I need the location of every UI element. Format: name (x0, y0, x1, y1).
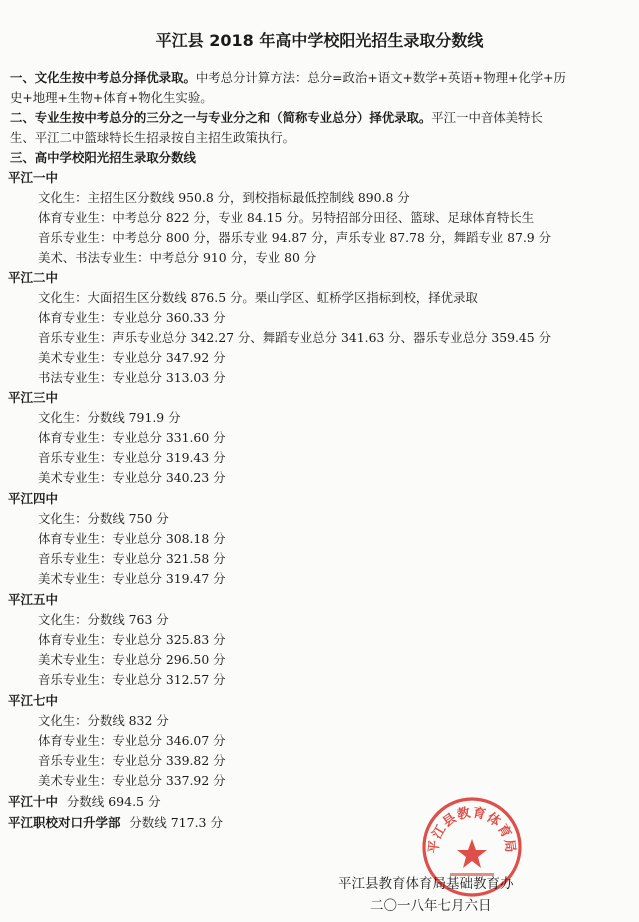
score-line: 美术专业生：专业总分 347.92 分 (38, 350, 226, 365)
score-line: 美术专业生：专业总分 337.92 分 (38, 773, 226, 788)
school-name: 平江五中 (8, 592, 59, 607)
issuing-organization: 平江县教育体育局基础教育办 (338, 876, 514, 892)
score-line: 音乐专业生：专业总分 321.58 分 (38, 551, 226, 566)
score-line: 文化生：大面招生区分数线 876.5 分。栗山学区、虹桥学区指标到校，择优录取 (38, 290, 478, 305)
intro-2-text: 平江一中音体美特长 (431, 110, 543, 125)
score-line: 音乐专业生：专业总分 339.82 分 (38, 753, 226, 768)
school-name: 平江七中 (8, 693, 59, 708)
svg-text:平江县教育体育局: 平江县教育体育局 (426, 805, 518, 855)
score-line: 分数线 717.3 分 (129, 815, 223, 830)
score-line: 美术专业生：专业总分 296.50 分 (38, 652, 226, 667)
school-name: 平江一中 (8, 170, 59, 185)
school-name: 平江二中 (8, 270, 59, 285)
issue-date: 二〇一八年七月六日 (370, 898, 492, 914)
score-line: 体育专业生：中考总分 822 分，专业 84.15 分。另特招部分田径、篮球、足球体育特长生 (38, 210, 535, 225)
document-title: 平江县 2018 年高中学校阳光招生录取分数线 (155, 31, 484, 50)
score-line: 文化生：分数线 832 分 (38, 713, 169, 728)
extra-school-row (8, 813, 223, 833)
score-line: 美术专业生：专业总分 340.23 分 (38, 470, 226, 485)
school-name: 平江十中 (8, 794, 59, 809)
intro-paragraph-1-cont: 史+地理+生物+体育+物化生实验。 (10, 90, 213, 105)
score-line: 体育专业生：专业总分 325.83 分 (38, 632, 226, 647)
score-line: 音乐专业生：中考总分 800 分，器乐专业 94.87 分，声乐专业 87.78 分，舞蹈专业 87.9 分 (38, 230, 552, 245)
school-name: 平江四中 (8, 491, 59, 506)
intro-1-heading: 一、文化生按中考总分择优录取。 (10, 70, 196, 85)
score-line: 文化生：主招生区分数线 950.8 分，到校指标最低控制线 890.8 分 (38, 190, 410, 205)
score-line: 文化生：分数线 750 分 (38, 511, 169, 526)
section-3-heading: 三、高中学校阳光招生录取分数线 (10, 150, 196, 165)
score-line: 美术、书法专业生：中考总分 910 分，专业 80 分 (38, 250, 317, 265)
score-line: 美术专业生：专业总分 319.47 分 (38, 571, 226, 586)
score-line: 体育专业生：专业总分 331.60 分 (38, 430, 226, 445)
score-line: 体育专业生：专业总分 308.18 分 (38, 531, 226, 546)
intro-2-heading: 二、专业生按中考总分的三分之一与专业分之和（简称专业总分）择优录取。 (10, 110, 432, 125)
school-name: 平江三中 (8, 390, 59, 405)
intro-paragraph-2-cont: 生、平江二中篮球特长生招录按自主招生政策执行。 (10, 130, 295, 145)
score-line: 文化生：分数线 763 分 (38, 612, 169, 627)
score-line: 体育专业生：专业总分 360.33 分 (38, 310, 226, 325)
score-line: 音乐专业生：专业总分 319.43 分 (38, 450, 226, 465)
score-line: 文化生：分数线 791.9 分 (38, 410, 181, 425)
score-line: 书法专业生：专业总分 313.03 分 (38, 370, 226, 385)
intro-1-text: 中考总分计算方法：总分=政治+语文+数学+英语+物理+化学+历 (195, 70, 566, 85)
intro-paragraph-2 (10, 108, 629, 128)
score-line: 体育专业生：专业总分 346.07 分 (38, 733, 226, 748)
score-line: 音乐专业生：专业总分 312.57 分 (38, 672, 226, 687)
school-name: 平江职校对口升学部 (8, 815, 121, 830)
score-line: 音乐专业生：声乐专业总分 342.27 分、舞蹈专业总分 341.63 分、器乐专业总分 359.45 分 (38, 330, 552, 345)
score-line: 分数线 694.5 分 (66, 794, 161, 809)
extra-school-row (8, 792, 160, 812)
intro-paragraph-1 (10, 68, 629, 88)
